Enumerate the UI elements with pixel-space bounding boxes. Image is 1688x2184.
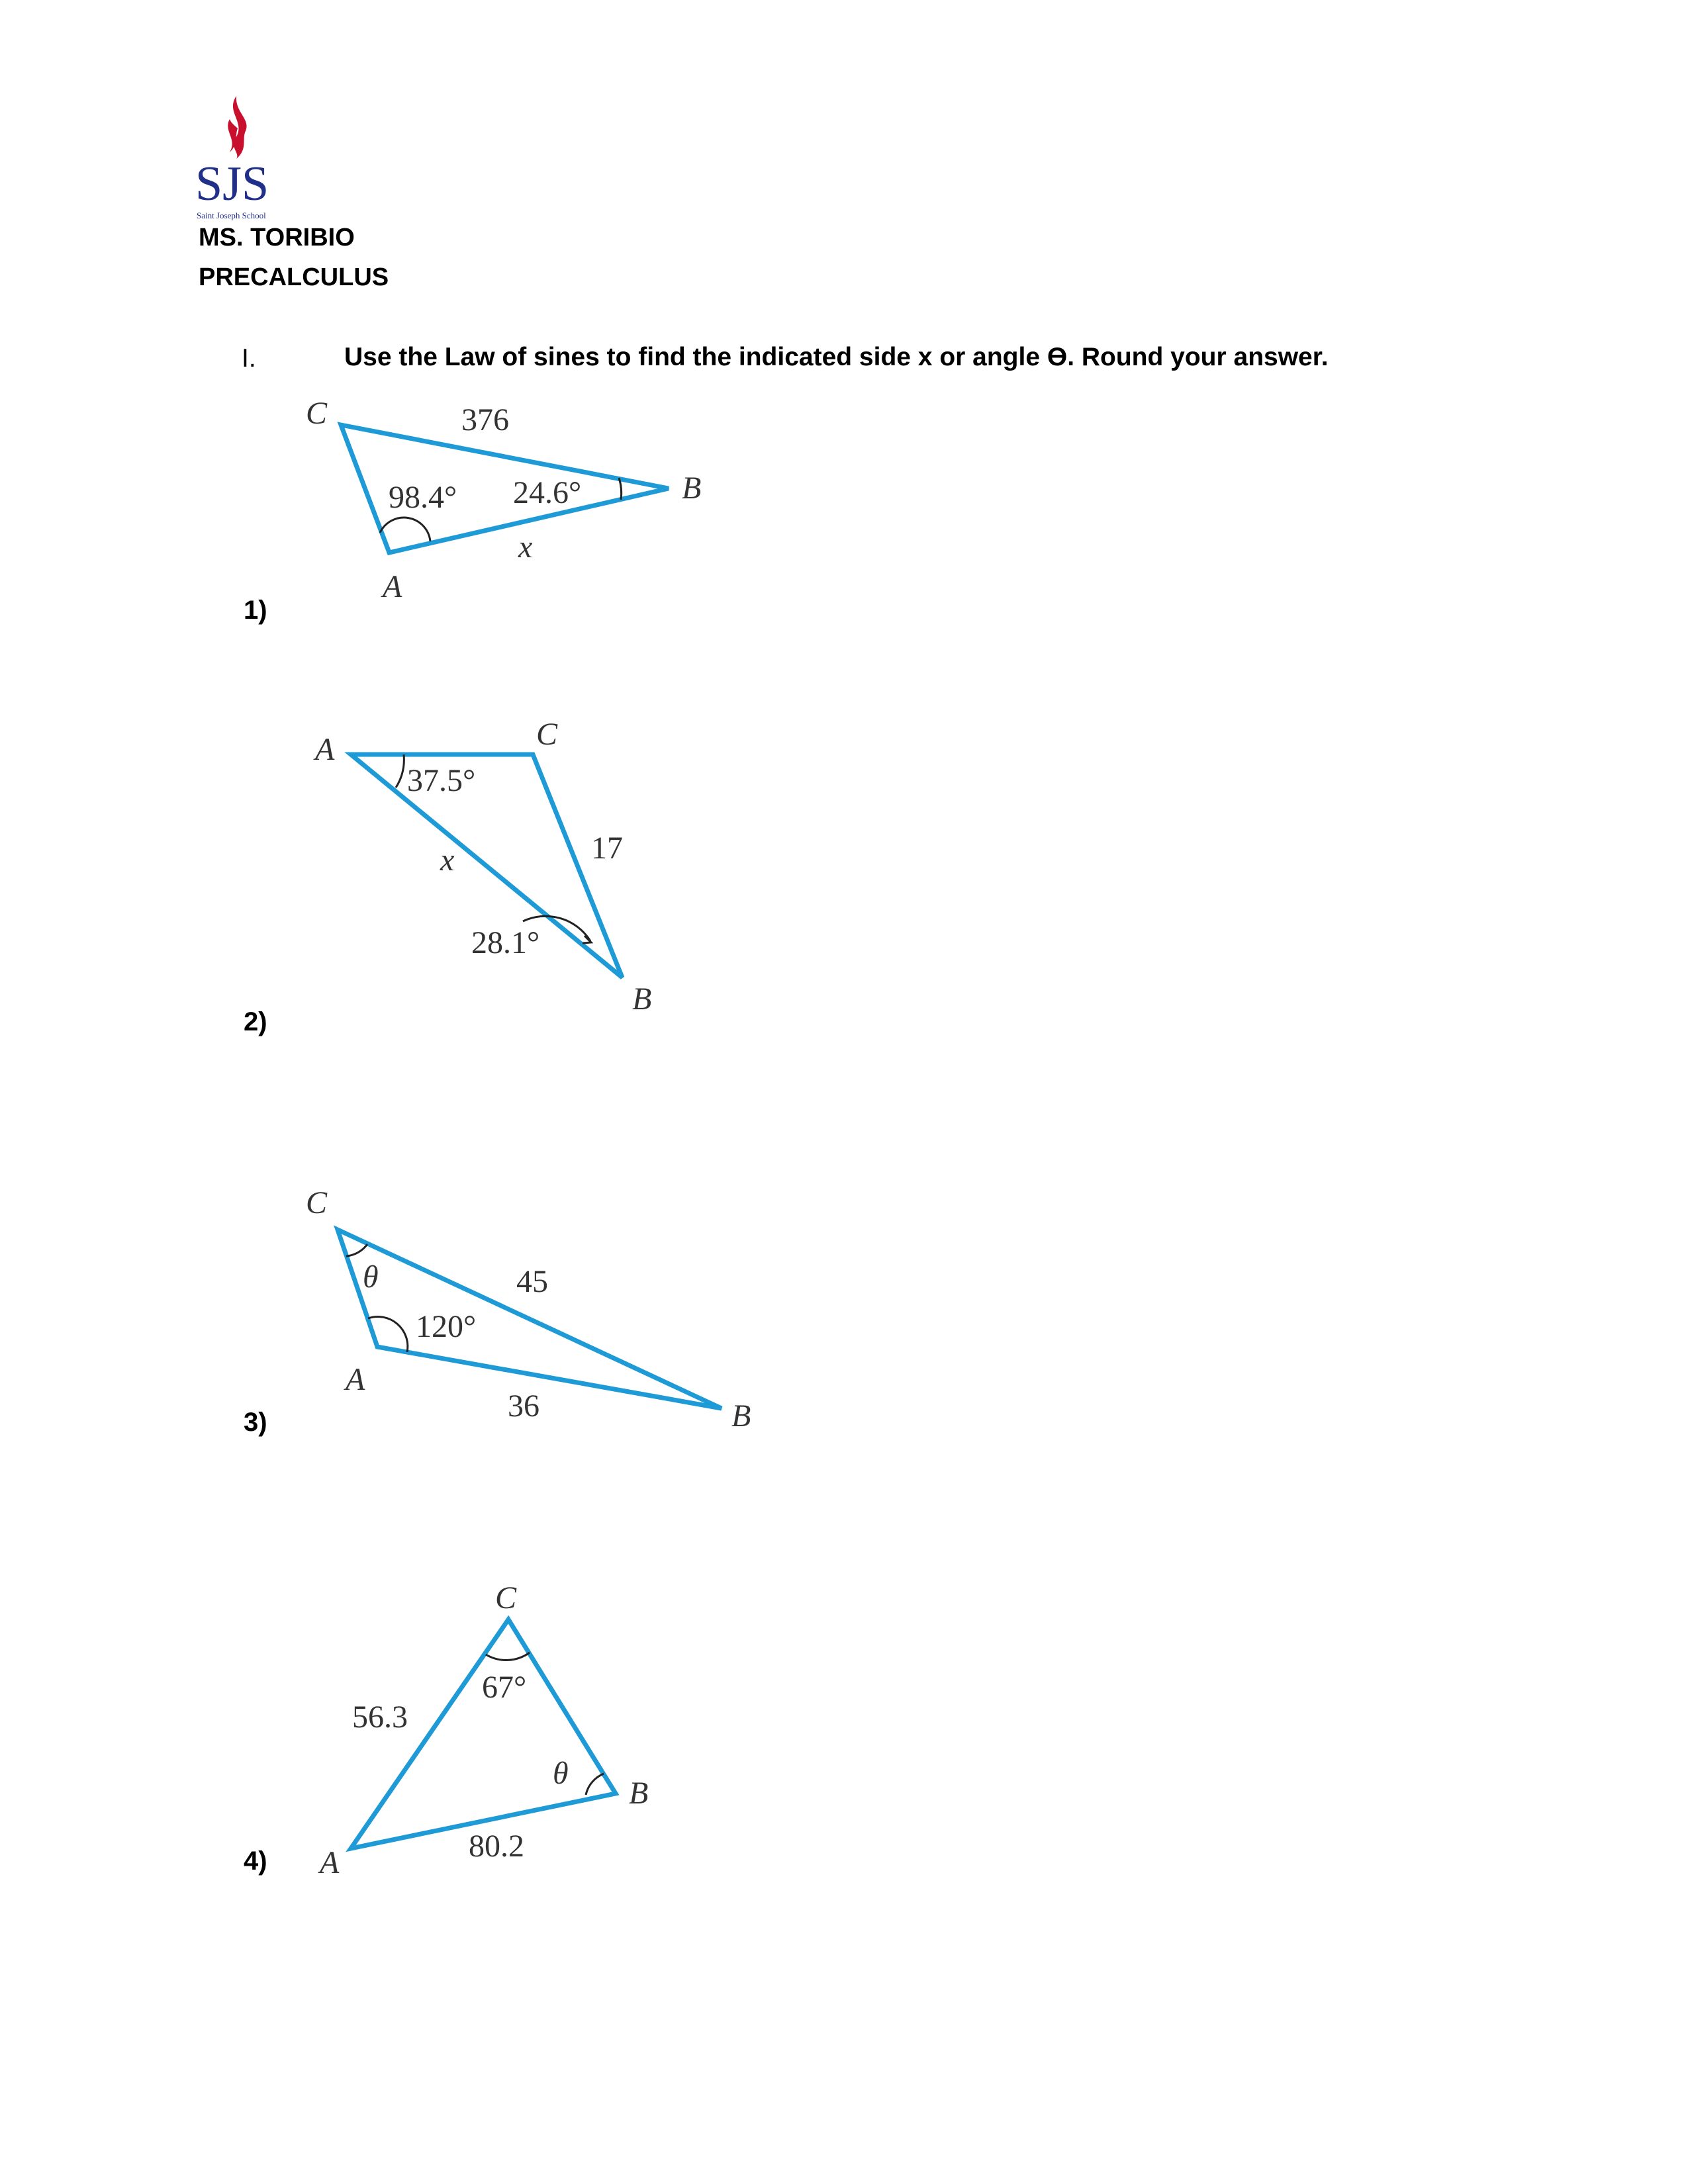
instructions: Use the Law of sines to find the indicated side x or angle ϴ. Round your answer. [344, 343, 1329, 371]
angle-arc [380, 518, 430, 541]
vertex-label: B [632, 981, 652, 1017]
teacher-name: MS. TORIBIO [199, 224, 355, 251]
vertex-label: B [629, 1776, 649, 1811]
problem-3-number: 3) [244, 1408, 267, 1437]
angle-arc [486, 1653, 530, 1660]
vertex-label: B [731, 1398, 751, 1433]
angle-label: θ [363, 1259, 379, 1295]
vertex-label: C [306, 1185, 328, 1220]
triangle-2 [313, 717, 651, 1017]
angle-label: 120° [416, 1309, 477, 1344]
logo-text: SJS [195, 157, 269, 211]
side-label: 45 [516, 1264, 548, 1299]
angle-arc [396, 754, 404, 788]
course-name: PRECALCULUS [199, 263, 389, 291]
angle-arc [586, 1774, 604, 1795]
side-label: 36 [508, 1388, 539, 1424]
side-label: 376 [461, 402, 509, 437]
problem-2-number: 2) [244, 1007, 267, 1036]
problem-1-number: 1) [244, 596, 267, 625]
angle-label: 98.4° [389, 480, 457, 515]
vertex-label: C [306, 396, 328, 431]
vertex-label: B [682, 471, 702, 506]
angle-label: 28.1° [471, 925, 540, 960]
angle-label: 67° [482, 1670, 527, 1705]
angle-label: 37.5° [407, 763, 476, 798]
section-number: I. [242, 344, 256, 373]
angle-label: 24.6° [513, 475, 582, 510]
angle-arc [346, 1244, 367, 1256]
triangle-3-shape [338, 1230, 722, 1408]
unknown-label: x [440, 842, 455, 878]
side-label: 17 [591, 831, 623, 866]
vertex-label: A [320, 1845, 340, 1880]
triangle-1 [306, 396, 701, 604]
triangle-4 [318, 1580, 648, 1880]
angle-label: θ [553, 1756, 569, 1791]
vertex-label: A [383, 569, 402, 604]
side-label: 56.3 [352, 1700, 408, 1735]
triangle-3 [306, 1185, 751, 1433]
vertex-label: C [536, 717, 558, 752]
vertex-label: A [315, 732, 335, 767]
side-label: 80.2 [469, 1829, 524, 1864]
vertex-label: C [495, 1580, 517, 1615]
vertex-label: A [346, 1362, 365, 1397]
logo-subtitle: Saint Joseph School [197, 210, 266, 220]
unknown-label: x [518, 529, 533, 565]
problem-4-number: 4) [244, 1846, 267, 1876]
